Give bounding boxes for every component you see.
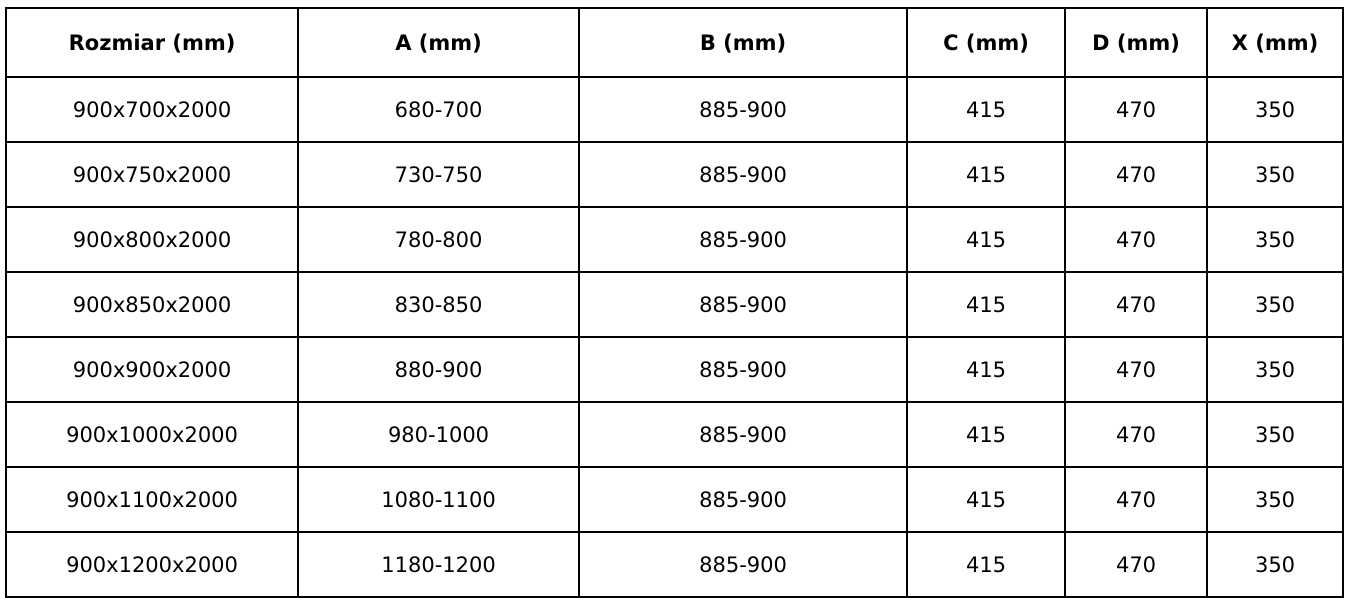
cell-c: 415 — [907, 467, 1065, 532]
table-row — [6, 337, 1343, 402]
cell-d: 470 — [1065, 337, 1207, 402]
cell-x: 350 — [1207, 337, 1343, 402]
cell-x: 350 — [1207, 532, 1343, 597]
cell-rozmiar: 900x900x2000 — [6, 337, 298, 402]
cell-b: 885-900 — [579, 337, 907, 402]
cell-a: 780-800 — [298, 207, 579, 272]
dimensions-table — [5, 7, 1344, 598]
column-header-x: X (mm) — [1207, 8, 1343, 77]
cell-x: 350 — [1207, 272, 1343, 337]
cell-rozmiar: 900x1100x2000 — [6, 467, 298, 532]
cell-a: 1080-1100 — [298, 467, 579, 532]
cell-a: 680-700 — [298, 77, 579, 142]
cell-d: 470 — [1065, 402, 1207, 467]
table-row — [6, 207, 1343, 272]
cell-c: 415 — [907, 77, 1065, 142]
cell-b: 885-900 — [579, 467, 907, 532]
cell-b: 885-900 — [579, 532, 907, 597]
table-row — [6, 467, 1343, 532]
table-row — [6, 142, 1343, 207]
cell-d: 470 — [1065, 467, 1207, 532]
cell-a: 1180-1200 — [298, 532, 579, 597]
column-header-b: B (mm) — [579, 8, 907, 77]
cell-d: 470 — [1065, 532, 1207, 597]
table-row — [6, 532, 1343, 597]
cell-rozmiar: 900x1000x2000 — [6, 402, 298, 467]
cell-x: 350 — [1207, 467, 1343, 532]
cell-b: 885-900 — [579, 142, 907, 207]
cell-c: 415 — [907, 272, 1065, 337]
cell-c: 415 — [907, 142, 1065, 207]
cell-c: 415 — [907, 532, 1065, 597]
cell-b: 885-900 — [579, 402, 907, 467]
cell-x: 350 — [1207, 77, 1343, 142]
table-row — [6, 77, 1343, 142]
cell-rozmiar: 900x700x2000 — [6, 77, 298, 142]
cell-b: 885-900 — [579, 77, 907, 142]
table-body — [6, 77, 1343, 597]
cell-rozmiar: 900x1200x2000 — [6, 532, 298, 597]
cell-a: 730-750 — [298, 142, 579, 207]
cell-a: 830-850 — [298, 272, 579, 337]
column-header-a: A (mm) — [298, 8, 579, 77]
column-header-d: D (mm) — [1065, 8, 1207, 77]
column-header-c: C (mm) — [907, 8, 1065, 77]
cell-d: 470 — [1065, 142, 1207, 207]
cell-b: 885-900 — [579, 207, 907, 272]
cell-d: 470 — [1065, 272, 1207, 337]
cell-d: 470 — [1065, 77, 1207, 142]
cell-d: 470 — [1065, 207, 1207, 272]
cell-a: 980-1000 — [298, 402, 579, 467]
cell-rozmiar: 900x850x2000 — [6, 272, 298, 337]
cell-c: 415 — [907, 337, 1065, 402]
table-row — [6, 272, 1343, 337]
cell-rozmiar: 900x800x2000 — [6, 207, 298, 272]
column-header-rozmiar: Rozmiar (mm) — [6, 8, 298, 77]
cell-a: 880-900 — [298, 337, 579, 402]
cell-x: 350 — [1207, 142, 1343, 207]
table-row — [6, 402, 1343, 467]
cell-c: 415 — [907, 207, 1065, 272]
cell-c: 415 — [907, 402, 1065, 467]
cell-x: 350 — [1207, 402, 1343, 467]
table-header — [6, 8, 1343, 77]
table-header-row — [6, 8, 1343, 77]
cell-b: 885-900 — [579, 272, 907, 337]
cell-rozmiar: 900x750x2000 — [6, 142, 298, 207]
cell-x: 350 — [1207, 207, 1343, 272]
